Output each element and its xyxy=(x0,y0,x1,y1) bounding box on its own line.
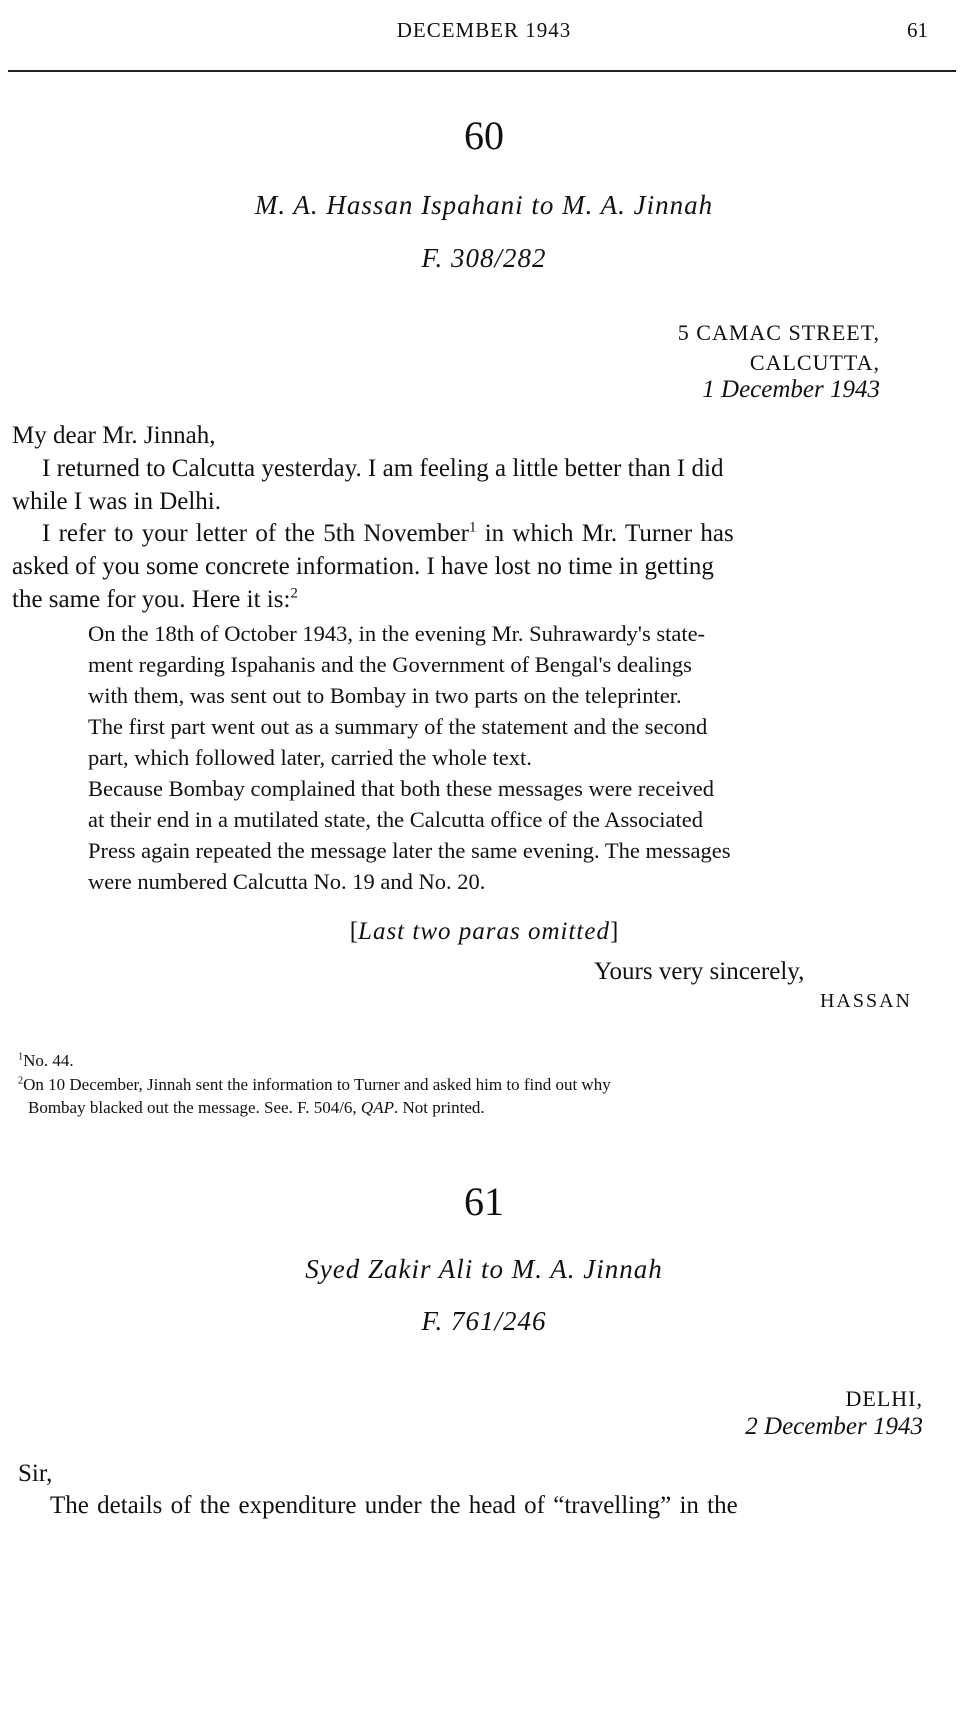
address-line-1: 5 CAMAC STREET, xyxy=(677,320,880,345)
closing: Yours very sincerely, xyxy=(594,958,805,985)
running-header: DECEMBER 1943 xyxy=(396,18,572,42)
para1-line1: I returned to Calcutta yesterday. I am feeling a little better than I did xyxy=(42,455,724,482)
quote-line: with them, was sent out to Bombay in two parts on the teleprinter. xyxy=(88,683,682,708)
omission-note: [Last two paras omitted] xyxy=(349,918,619,945)
letter-date-61: 2 December 1943 xyxy=(745,1413,923,1440)
file-reference-61: F. 761/246 xyxy=(421,1306,547,1336)
place-61: DELHI, xyxy=(845,1386,923,1411)
para1-line2: while I was in Delhi. xyxy=(12,488,221,515)
file-reference-60: F. 308/282 xyxy=(421,243,547,273)
footnote-2-line1: $^2$On 10 December, Jinnah sent the information to Turner and asked him to find out why xyxy=(18,1075,611,1094)
quote-line: were numbered Calcutta No. 19 and No. 20. xyxy=(88,869,486,894)
salutation-60: My dear Mr. Jinnah, xyxy=(12,422,216,449)
para2-line2: asked of you some concrete information. I have lost no time in getting xyxy=(12,553,714,580)
quote-line: Because Bombay complained that both these messages were received xyxy=(88,776,715,801)
quote-line: ment regarding Ispahanis and the Government of Bengal's dealings xyxy=(88,652,692,677)
header-rule xyxy=(8,70,956,72)
letter-date-60: 1 December 1943 xyxy=(702,376,880,403)
footnote-1: $^1$No. 44. xyxy=(18,1051,74,1070)
footnote-2-line2: Bombay blacked out the message. See. F. 504/6, QAP. Not printed. xyxy=(28,1098,485,1117)
footnote-ref-1: 1 xyxy=(468,519,477,536)
para1-61: The details of the expenditure under the head of “travelling” in the xyxy=(50,1492,738,1519)
document-heading-60: M. A. Hassan Ispahani to M. A. Jinnah xyxy=(254,190,714,220)
para2-line3: the same for you. Here it is:$^2$ xyxy=(12,585,298,613)
document-number-61: 61 xyxy=(464,1179,504,1224)
page-number: 61 xyxy=(907,18,928,42)
footnote-ref-2: 2 xyxy=(290,585,298,602)
signature: HASSAN xyxy=(819,990,912,1012)
document-heading-61: Syed Zakir Ali to M. A. Jinnah xyxy=(305,1254,663,1284)
quote-line: part, which followed later, carried the whole text. xyxy=(88,745,532,770)
address-line-2: CALCUTTA, xyxy=(749,350,880,375)
para2-line1: I refer to your letter of the 5th November$^1$ in which Mr. Turner has xyxy=(42,519,734,547)
quote-line: Press again repeated the message later the same evening. The messages xyxy=(88,838,731,863)
quote-line: On the 18th of October 1943, in the evening Mr. Suhrawardy's state- xyxy=(88,621,706,646)
salutation-61: Sir, xyxy=(18,1460,53,1487)
document-number-60: 60 xyxy=(464,113,504,158)
quote-line: at their end in a mutilated state, the Calcutta office of the Associated xyxy=(88,807,704,832)
quote-line: The first part went out as a summary of the statement and the second xyxy=(88,714,708,739)
